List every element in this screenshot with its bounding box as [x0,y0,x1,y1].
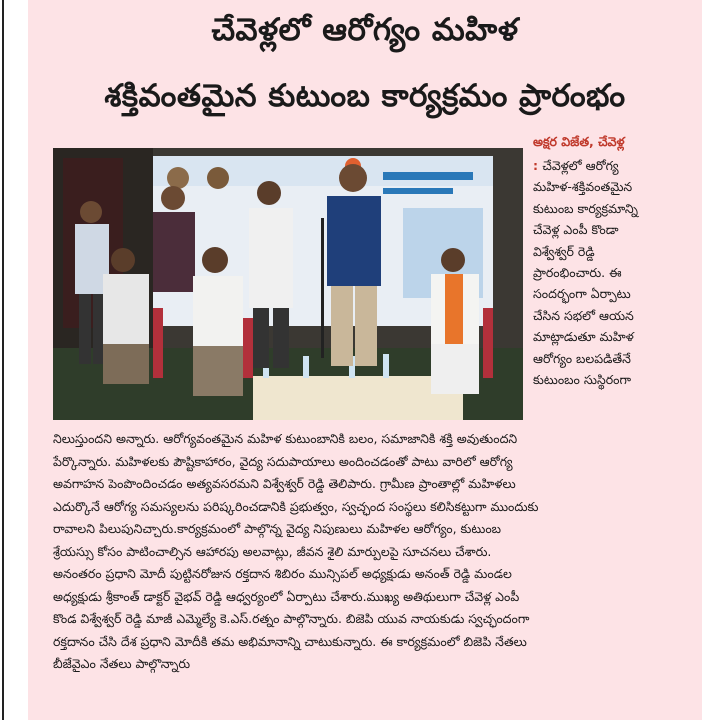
body-line: బీజేవైఎం నేతలు పాల్గొన్నారు [53,656,191,671]
side-line: విశ్వేశ్వర్ రెడ్డి [533,243,595,259]
side-line: మాట్లాడుతూ మహిళ [533,329,634,345]
side-line: ఆరోగ్యం బలపడితేనే [533,350,631,366]
body-line: శ్రేయస్సు కోసం పాటించాల్సిన ఆహారపు అలవాట్లు, జీవన శైలి మార్పులపై సూచనలు చేశారు. [53,543,492,559]
headline-line-1: చేవెళ్లలో ఆరోగ్యం మహిళ [211,12,519,48]
side-line: : చేవెళ్లలో ఆరోగ్య [533,158,619,173]
body-line: ఎదుర్కొనే ఆరోగ్య సమస్యలను పరిష్కరించడానికి ప్రభుత్వం, స్వచ్ఛంద సంస్థలు కలిసికట్టుగా ముందుకు [53,498,539,514]
side-line: మహిళ-శక్తివంతమైన [533,179,633,195]
side-line: చేసిన సభలో ఆయన [533,307,634,323]
article-body [53,428,693,676]
body-line: నిలుస్తుందని అన్నారు. ఆరోగ్యవంతమైన మహిళ కుటుంబానికి బలం, సమాజానికి శక్తి అవుతుందని [53,431,518,446]
body-line: అధ్యక్షుడు శ్రీకాంత్ డాక్టర్ వైభవ్ రెడ్డి ఆధ్వర్యంలో ఏర్పాటు చేశారు.ముఖ్య అతిథులుగా చేవెళ్ల ఎంపీ [53,588,520,604]
side-line: చేవెళ్ల ఎంపీ కొండా [533,222,619,238]
newspaper-clipping [28,0,702,720]
byline: అక్షర విజేత, చేవెళ్ల [533,134,625,149]
body-line: అవగాహన పెంపొందించడం అత్యవసరమని విశ్వేశ్వర్ రెడ్డి తెలిపారు. గ్రామీణ ప్రాంతాల్లో మహిళలు [53,476,516,491]
body-line: కొండ విశ్వేశ్వర్ రెడ్డి మాజీ ఎమ్మెల్యే కె.ఎస్.రత్నం పాల్గొన్నారు. బిజెపి యువ నాయకుడు స్వచ్ఛందంగా [53,611,530,626]
body-line: రక్తదానం చేసి దేశ ప్రధాని మోదీకి తమ అభిమానాన్ని చాటుకున్నారు. ఈ కార్యక్రమంలో బిజెపి నేతలు [53,633,527,649]
side-line: కుటుంబ కార్యక్రమాన్ని [533,200,638,216]
body-line: పేర్కొన్నారు. మహిళలకు పౌష్టికాహారం, వైద్య సదుపాయాలు అందించడంతో పాటు వారిలో ఆరోగ్య [53,453,513,469]
page-left-rule [2,0,4,720]
body-line: రావాలని పిలుపునిచ్చారు.కార్యక్రమంలో పాల్గొన్న వైద్య నిపుణులు మహిళల ఆరోగ్యం, కుటుంబ [53,521,502,536]
side-line: సందర్భంగా ఏర్పాటు [533,286,631,302]
event-photo [53,148,523,420]
side-column-text [533,155,695,390]
headline-line-2: శక్తివంతమైన కుటుంబ కార్యక్రమం ప్రారంభం [104,78,626,114]
side-line: కుటుంబం సుస్థిరంగా [533,372,631,388]
body-line: అనంతరం ప్రధాని మోదీ పుట్టినరోజున రక్తదాన శిబిరం మున్సిపల్ అధ్యక్షుడు అనంత్ రెడ్డి మండల [53,566,512,581]
side-line: ప్రారంభించారు. ఈ [533,265,622,281]
